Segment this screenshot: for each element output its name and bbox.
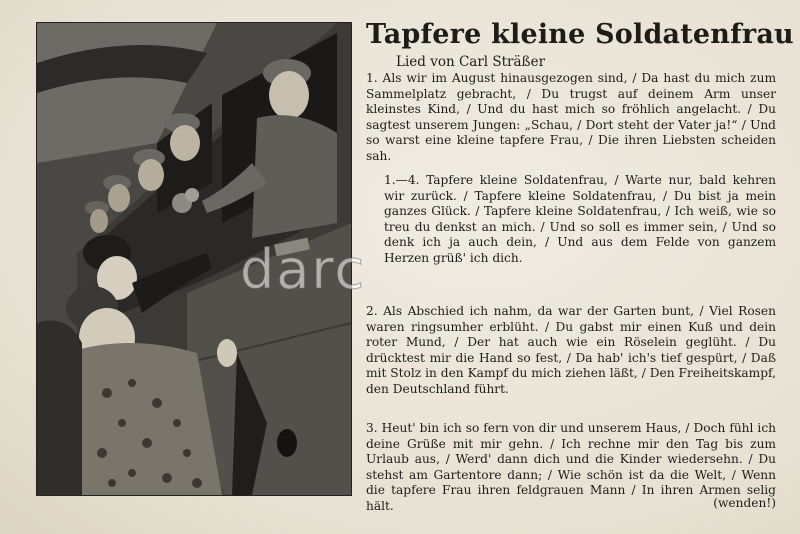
turn-over-note: (wenden!)	[713, 496, 776, 510]
chorus: 1.—4. Tapfere kleine Soldatenfrau, / Warte nur, bald kehren wir zurück. / Tapfere kleine Soldatenfrau, / Du bist ja mein ganzes Glück. / Tapfere kleine Soldatenfrau, / Ich weiß, wie so treu du denkst an mich. / Und so soll es immer sein, / Und so denk ich ja auch dein, / Und aus dem Felde von ganzem Herzen grüß' ich dich.	[384, 173, 776, 265]
watermark: darc	[240, 238, 367, 301]
song-title: Tapfere kleine Soldatenfrau	[366, 19, 794, 50]
stanza-1: 1. Als wir im August hinausgezogen sind, / Da hast du mich zum Sammelplatz gebracht, / Du trugst auf deinem Arm unser kleinstes Kind, / Und du hast mich so fröhlich angelacht. / Du sagtest unserem Jungen: „Schau, / Dort steht der Vater ja!“ / Und so warst eine kleine tapfere Frau, / Die ihren Liebsten scheiden sah.	[366, 71, 776, 163]
song-text	[366, 18, 794, 513]
stanza-2: 2. Als Abschied ich nahm, da war der Garten bunt, / Viel Rosen waren ringsumher erblüht. / Du gabst mir einen Kuß und dein roter Mund, / Der hat auch wie ein Röselein geglüht. / Du drücktest mir die Hand so fest, / Da hab' ich's tief gespürt, / Daß mit Stolz in den Kampf du mich ziehen läßt, / Den Freiheitskampf, den Deutschland führt.	[366, 304, 776, 396]
song-subtitle: Lied von Carl Sträßer	[396, 54, 546, 70]
stanza-3: 3. Heut' bin ich so fern von dir und unserem Haus, / Doch fühl ich deine Grüße mit mir gehn. / Ich rechne mir den Tag bis zum Urlaub aus, / Werd' dann dich und die Kinder wiedersehn. / Du stehst am Gartentore dann; / Wie schön ist da die Welt, / Wenn die tapfere Frau ihren feldgrauen Mann / In ihren Armen selig hält.	[366, 421, 776, 513]
